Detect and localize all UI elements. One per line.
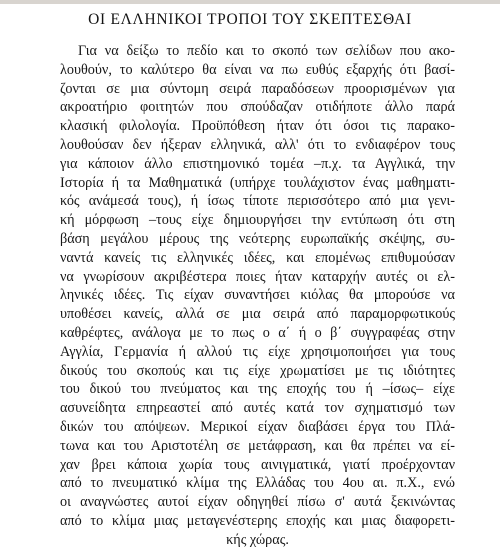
text-line: δικών του απόψεων. Μερικοί είχαν διαβάσει έργα του Πλά- xyxy=(60,418,455,435)
text-line: κής χώρας. xyxy=(226,531,289,548)
text-line: κλασική φιλολογία. Προϋπόθεση ήταν ότι όσοι τις παρακο- xyxy=(60,118,455,135)
text-line: Για να δείξω το πεδίο και το σκοπό των σελίδων που ακο- xyxy=(78,43,455,59)
page-top-edge xyxy=(0,0,500,4)
text-line: να γνωρίσουν ακριβέστερα ποιες ήταν καταρχήν αυτές οι ελ- xyxy=(60,268,455,285)
text-line: ακροατήριο φοιτητών που σπούδαζαν οτιδήποτε άλλο παρά xyxy=(60,99,455,116)
text-line: από το πνευματικό κλίμα της Ελλάδας του 4ου αι. π.Χ., ενώ xyxy=(60,475,455,492)
text-line: του δικού του πνεύματος και της εποχής του ή –ίσως– είχε xyxy=(60,381,455,398)
text-line: λουθούσαν δεν ήξεραν ελληνικά, αλλ' ότι το ενδιαφέρον τους xyxy=(60,136,455,153)
text-line: βάση μεγάλου μέρους της νεότερης ευρωπαϊκής σκέψης, συ- xyxy=(60,230,455,247)
text-line: ληνικές ιδέες. Τις είχαν συναντήσει κιόλας θα μπορούσε να xyxy=(60,287,455,304)
text-line: χαν βρει κάποια χωρία τους αινιγματικά, γιατί προέρχονταν xyxy=(60,456,455,473)
text-line: οι αναγνώστες αυτοί είχαν οδηγηθεί πίσω σ' αυτά ξεκινώντας xyxy=(60,494,455,511)
text-line: δικούς του σκοπούς και τις είχε χρωματίσει με τις ιδιότητες xyxy=(60,362,455,379)
text-line: από το κλίμα μιας μεταγενέστερης εποχής και μιας διαφορετι- xyxy=(60,512,455,529)
text-line: Αγγλία, Γερμανία ή αλλού τις είχε χρησιμοποιήσει για τους xyxy=(60,343,455,360)
chapter-heading: ΟΙ ΕΛΛΗΝΙΚΟΙ ΤΡΟΠΟΙ ΤΟΥ ΣΚΕΠΤΕΣΘΑΙ xyxy=(88,11,412,28)
text-line: Ιστορία ή τα Μαθηματικά (υπήρχε τουλάχιστον ένας μαθηματι- xyxy=(60,174,455,191)
text-line: κή μόρφωση –τους είχε δημιουργήσει την εντύπωση ότι στη xyxy=(60,212,455,229)
text-line: για κάποιον άλλο επιστημονικό τομέα –π.χ. τα Αγγλικά, την xyxy=(60,155,455,172)
text-line: υποθέσει κανείς, αλλά σε μια σειρά από παραμορφωτικούς xyxy=(60,306,455,323)
text-line: κός ανάμεσά τους), ή ίσως τίποτε περισσότερο από μια γενι- xyxy=(60,193,455,210)
text-line: λουθούν, το καλύτερο θα είναι να πω ευθύς εξαρχής ότι βασί- xyxy=(60,61,455,78)
paragraph xyxy=(60,42,455,550)
text-line: τωνα και του Αριστοτέλη σε μετάφραση, και θα πρέπει να εί- xyxy=(60,437,455,454)
text-line: ασυνείδητα επηρεαστεί από αυτές κατά τον σχηματισμό των xyxy=(60,400,455,417)
text-line: καθρέφτες, ανάλογα με το πως ο α΄ ή ο β΄ συγγραφέας στην xyxy=(60,324,455,341)
text-line: ναντά κανείς τις ελληνικές ιδέες, και επομένως επιθυμούσαν xyxy=(60,249,455,266)
text-line: ζονται σε μια σύντομη σειρά παραδόσεων προορισμένων για xyxy=(60,80,455,97)
